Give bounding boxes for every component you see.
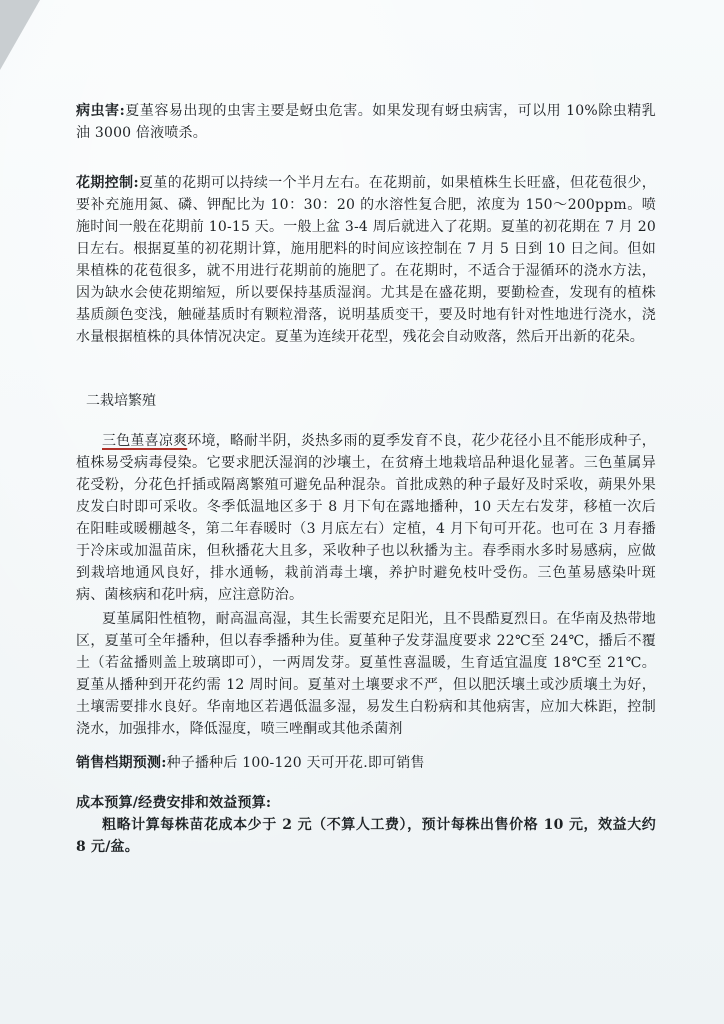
cultivation-heading: 二栽培繁殖 bbox=[86, 393, 156, 409]
pest-title: 病虫害: bbox=[76, 103, 125, 119]
marked-phrase: 三色堇喜凉爽 bbox=[102, 433, 188, 449]
scan-corner-shadow bbox=[0, 0, 40, 70]
flowering-title: 花期控制: bbox=[76, 175, 139, 191]
cultivation-paragraph-2 bbox=[76, 608, 656, 740]
budget-text: 粗略计算每株苗花成本少于 2 元（不算人工费），预计每株出售价格 10 元，效益大约 8 元/盆。 bbox=[76, 817, 656, 855]
cultivation-2-text: 夏堇属阳性植物，耐高温高湿，其生长需要充足阳光，且不畏酷夏烈日。在华南及热带地区，夏堇可全年播种，但以春季播种为佳。夏堇种子发芽温度要求 22℃至 24℃，播后不覆土（若盆播则盖上玻璃即可），一两周发芽。夏堇性喜温暖，生育适宜温度 18℃至 21℃。夏堇从播种到开花约需 12 周时间。夏堇对土壤要求不严，但以肥沃壤土或沙质壤土为好，土壤需要排水良好。华南地区若遇低温多湿，易发生白粉病和其他病害，应加大株距，控制浇水，加强排水，降低湿度，喷三唑酮或其他杀菌剂 bbox=[76, 611, 656, 737]
budget-paragraph bbox=[76, 814, 656, 858]
sales-paragraph bbox=[76, 752, 656, 774]
budget-title: 成本预算/经费安排和效益预算: bbox=[76, 795, 272, 811]
pest-text: 夏堇容易出现的虫害主要是蚜虫危害。如果发现有蚜虫病害，可以用 10%除虫精乳油 3000 倍液喷杀。 bbox=[76, 103, 657, 141]
sales-title: 销售档期预测: bbox=[76, 755, 167, 771]
sales-text: 种子播种后 100-120 天可开花.即可销售 bbox=[166, 755, 425, 771]
pest-paragraph bbox=[76, 100, 656, 144]
flowering-paragraph bbox=[76, 172, 656, 348]
cultivation-1-text: 环境，略耐半阴，炎热多雨的夏季发育不良，花少花径小且不能形成种子，植株易受病毒侵染。它要求肥沃湿润的沙壤土，在贫瘠土地栽培品种退化显著。三色堇属异花受粉，分花色扦插或隔离繁殖可避免品种混杂。首批成熟的种子最好及时采收，蒴果外果皮发白时即可采收。冬季低温地区多于 8 月下旬在露地播种，10 天左右发芽，移植一次后在阳畦或暖棚越冬，第二年春暖时（3 月底左右）定植，4 月下旬可开花。也可在 3 月春播于冷床或加温苗床，但秋播花大且多，采收种子也以秋播为主。春季雨水多时易感病，应做到栽培地通风良好，排水通畅，栽前消毒土壤，养护时避免枝叶受伤。三色堇易感染叶斑病、菌核病和花叶病，应注意防治。 bbox=[76, 433, 656, 603]
budget-title-line bbox=[76, 792, 656, 814]
flowering-text: 夏堇的花期可以持续一个半月左右。在花期前，如果植株生长旺盛，但花苞很少，要补充施用氮、磷、钾配比为 10：30：20 的水溶性复合肥，浓度为 150～200ppm。喷施时间一般在花期前 10-15 天。一般上盆 3-4 周后就进入了花期。夏堇的初花期在 7 月 20 日左右。根据夏堇的初花期计算，施用肥料的时间应该控制在 7 月 5 日到 10 日之间。但如果植株的花苞很多，就不用进行花期前的施肥了。在花期时，不适合于湿循环的浇水方法，因为缺水会使花期缩短，所以要保持基质湿润。尤其是在盛花期，要勤检查，发现有的植株基质颜色变浅，触碰基质时有颗粒滑落，说明基质变干，要及时地有针对性地进行浇水，浇水量根据植株的具体情况决定。夏堇为连续开花型，残花会自动败落，然后开出新的花朵。 bbox=[76, 175, 657, 345]
cultivation-paragraph-1 bbox=[76, 430, 656, 606]
